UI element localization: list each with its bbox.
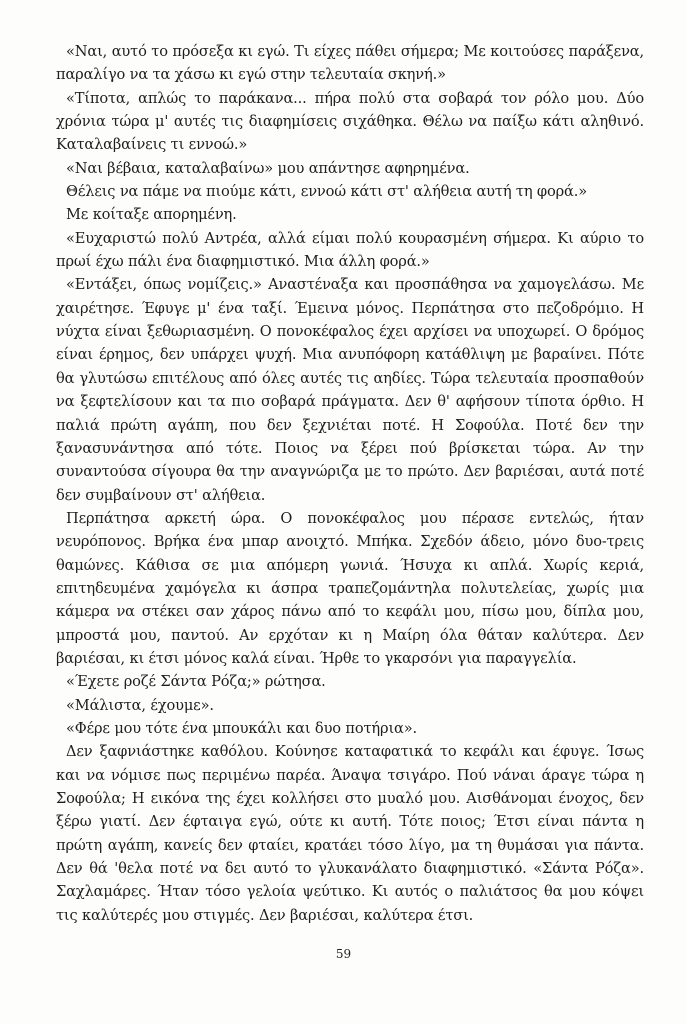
paragraph: «Ναι, αυτό το πρόσεξα κι εγώ. Τι είχες πάθει σήμερα; Με κοιτούσες παράξενα, παραλίγο να τα χάσω κι εγώ στην τελευταία σκηνή.»	[56, 43, 644, 84]
paragraph: Δεν ξαφνιάστηκε καθόλου. Κούνησε καταφατικά το κεφάλι και έφυγε. Ίσως και να νόμισε πως περιμένω παρέα. Άναψα τσιγάρο. Πού νάναι άραγε τώρα η Σοφούλα; Η εικόνα της έχει κολλήσει στο μυαλό μου. Αισθάνομαι ένοχος, δεν ξέρω γιατί. Δεν έφταιγα εγώ, ούτε κι αυτή. Τότε ποιος; Έτσι είναι πάντα η πρώτη αγάπη, κανείς δεν φταίει, κρατάει τόσο λίγο, μα τη θυμάσαι για πάντα. Δεν θά 'θελα ποτέ να δει αυτό το γλυκανάλατο διαφημιστικό. «Σάντα Ρόζα». Σαχλαμάρες. Ήταν τόσο γελοία ψεύτικο. Κι αυτός ο παλιάτσος θα μου κόψει τις καλύτερές μου στιγμές. Δεν βαριέσαι, καλύτερα έτσι.	[56, 743, 644, 924]
paragraph: «Ευχαριστώ πολύ Αντρέα, αλλά είμαι πολύ κουρασμένη σήμερα. Κι αύριο το πρωί έχω πάλι ένα διαφημιστικό. Μια άλλη φορά.»	[56, 229, 644, 271]
page-number: 59	[335, 947, 352, 961]
paragraph: Περπάτησα αρκετή ώρα. Ο πονοκέφαλος μου πέρασε εντελώς, ήταν νευρόπονος. Βρήκα ένα μπαρ ανοιχτό. Μπήκα. Σχεδόν άδειο, μόνο δυο-τρεις θαμώνες. Κάθισα σε μια απόμερη γωνιά. Ήσυχα κι απλά. Χωρίς κεριά, επιτηδευμένα χαμόγελα κι άσπρα τραπεζομάντηλα πολυτελείας, χωρίς μια κάμερα να στέκει σαν χάρος πάνω από το κεφάλι μου, πίσω μου, δίπλα μου, μπροστά μου, παντού. Αν ερχόταν κι η Μαίρη όλα θάταν καλύτερα. Δεν βαριέσαι, κι έτσι μόνος καλά είναι. Ήρθε το γκαρσόνι για παραγγελία.	[56, 509, 644, 667]
paragraph: Θέλεις να πάμε να πιούμε κάτι, εννοώ κάτι στ' αλήθεια αυτή τη φορά.»	[66, 183, 588, 201]
paragraph: «Εντάξει, όπως νομίζεις.» Αναστέναξα και προσπάθησα να χαμογελάσω. Με χαιρέτησε. Έφυγε μ' ένα ταξί. Έμεινα μόνος. Περπάτησα στο πεζοδρόμιο. Η νύχτα είναι ξεθωριασμένη. Ο πονοκέφαλος έχει αρχίσει να υποχωρεί. Ο δρόμος είναι έρημος, δεν υπάρχει ψυχή. Μια ανυπόφορη κατάθλιψη με βαραίνει. Πότε θα γλυτώσω επιτέλους από όλες αυτές τις αηδίες. Τώρα τελευταία προσπαθούν να ξεφτελίσουν και τα πιο σοβαρά πράγματα. Δεν θ' αφήσουν τίποτα όρθιο. Η παλιά πρώτη αγάπη, που δεν ξεχνιέται ποτέ. Η Σοφούλα. Ποτέ δεν την ξανασυνάντησα από τότε. Ποιος να ξέρει πού βρίσκεται τώρα. Αν την συναντούσα σίγουρα θα την αναγνώριζα με το πρώτο. Δεν βαριέσαι, αυτά ποτέ δεν συμβαίνουν στ' αλήθεια.	[56, 276, 644, 504]
paragraph: «Έχετε ροζέ Σάντα Ρόζα;» ρώτησα.	[66, 673, 326, 691]
paragraph: «Μάλιστα, έχουμε».	[66, 696, 214, 714]
paragraph: «Ναι βέβαια, καταλαβαίνω» μου απάντησε αφηρημένα.	[66, 159, 470, 177]
body-text	[56, 40, 644, 927]
paragraph: «Φέρε μου τότε ένα μπουκάλι και δυο ποτήρια».	[66, 719, 417, 737]
paragraph: «Τίποτα, απλώς το παράκανα... πήρα πολύ στα σοβαρά τον ρόλο μου. Δύο χρόνια τώρα μ' αυτές τις διαφημίσεις σιχάθηκα. Θέλω να παίξω κάτι αληθινό. Καταλαβαίνεις τι εννοώ.»	[56, 89, 644, 154]
paragraph: Με κοίταξε απορημένη.	[66, 206, 237, 224]
